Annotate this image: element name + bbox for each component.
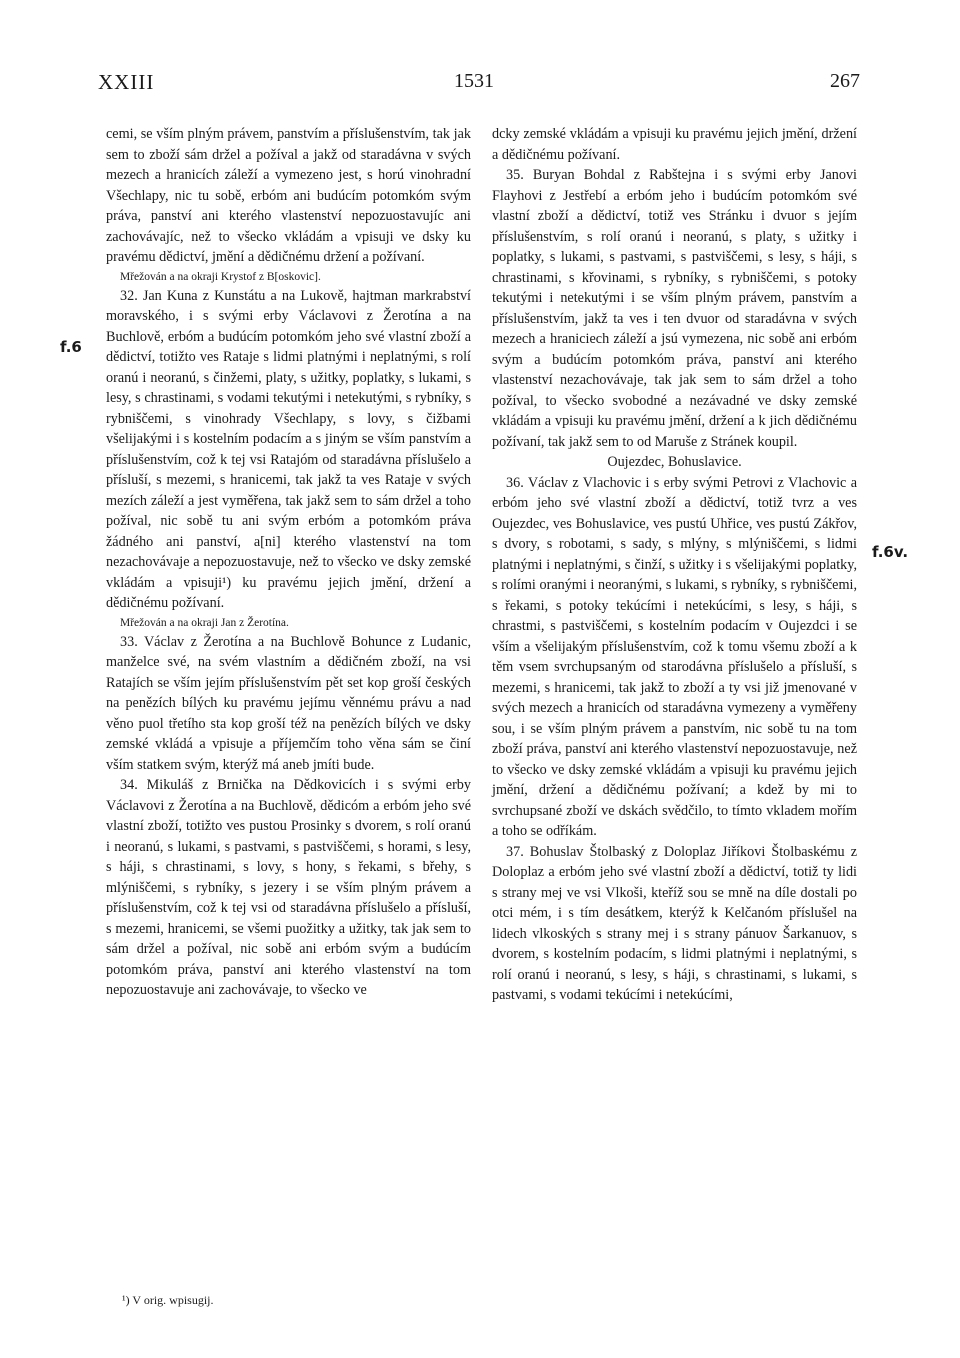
entry-note: Mřežován a na okraji Jan z Žerotína. <box>120 616 289 629</box>
entry-note: Mřežován a na okraji Krystof z B[oskovic]. <box>120 270 321 283</box>
year: 1531 <box>454 70 494 92</box>
entry-continuation: dcky zemské vkládám a vpisuji ku pravému jejich jmění, držení a dědičnému požívaní. <box>492 126 857 163</box>
entry-32: 32. Jan Kuna z Kunstátu a na Lukově, hajtman markrabství moravského, i s svými erby Václavovi z Žerotína a na Buchlově, erbóm a budúcím potomkóm jeho své vlastní zboží a dědictví, totižto ves Rataje s lidmi platnými i neplatnými, s rolí oranú i neoranú, s činžemi, platy, s užitky, poplatky, s lukami, s lesy, s chrastinami, s vodami tekutými i netekutými, s rybníky, s rybniščemi, s vinohrady Všechlapy, s lovy, s čižbami všelijakými i s kostelním podacím a s jiným se vším panstvím a příslušenstvím, což k tej vsi Ratajóm od staradávna příslušelo a přísluší, s mezemi, s hranicemi, tak jakž ta ves Rataje v svých mezích záleží a jest vyměřena, tak jakž sem to sám držel a toho požíval, nic sobě tu ani svým erbóm a potomkóm práva žádného ani panství, a[ni] kterého vlastenství na tom nezachovávaje a nepozuostavuje, než to všecko ve dsky zemské vkládám a vpisuji¹) ku pravému jejich jmění, držení a dědičnému požívaní. <box>106 287 471 611</box>
entry-36: 36. Václav z Vlachovic i s erby svými Petrovi z Vlachovic a erbóm jeho své vlastní zboží a dědictví, totiž tvrz a ves Oujezdec, ves Bohuslavice, ves pustú Uhřice, ves pustú Zákřov, s dvory, s robotami, s sady, s mlýny, s mlýniščemi, s lidmi platnými i neplatnými, s činží, s užitky i s všelijakými poplatky, s rolími oranými i neoranými, s lukami, s rybníky, s rybniščemi, s řekami, s potoky tekúcími i netekúcími, s lesy, s háji, s chrastmi, s pastviščemi, s kostelním podacím v Oujezdci i se vším a všelijakým příslušenstvím, což k tomu všemu zboží a k těm vsem svrchupsaným od starodávna příslušelo a přísluší, s mezemi, s hranicemi, tak jakž to zboží a ty vsi již jmenované v svých mezech a hranicích od staradávna vymezeny a vyměřeny sou, i se vším plným právem a panstvím, nic sobě tu na tom zboží práva, panství ani kterého vlastenství nepozuostavuje, než to všecko ve dsky zemské vkládám a vpisuji ku pravému jejich jmění, držení a dědičnému požívaní; a kdež by mi to svrchupsané zboží ve dskách svědčilo, to tímto vkladem mořím a toho se odříkám. <box>492 474 857 839</box>
margin-folio-left: f.6 <box>60 338 82 356</box>
page-header <box>98 70 860 100</box>
entry-continuation: cemi, se vším plným právem, panstvím a příslušenstvím, tak jak sem to zboží sám držel a požíval a jakž od staradávna v svých mezech a hranicích záleží a vymezeno jest, s horú vinohradní Všechlapy, nic tu sobě, erbóm ani budúcím potomkóm svým práva, panství ani kterého vlastenství nepozuostavujíc ani zachovávajíc, než to všecko vkládám a vpisuji ve dsky ku pravému dědictví, jmění a dědičnému držení a požívaní. <box>106 126 471 265</box>
left-column <box>106 124 471 1001</box>
volume-number: XXIII <box>98 70 155 94</box>
page-number: 267 <box>830 70 860 92</box>
entry-37: 37. Bohuslav Štolbaský z Doloplaz Jiříkovi Štolbaskému z Doloplaz a erbóm jeho své vlastní zboží a dědictví, totiž ty lidi s strany mej ve vsi Vlkoši, kteříž sou se mně na díle dostali po otci mém, i s tím desátkem, kterýž k Kelčanóm příslušel na lidech vlkoských s strany mej i s strany pánuov Šarkanuov, s dvorem, s kostelním podacím, s lidmi platnými i neplatnými, s rolí oranú i neoranú, s lesy, s háji, s chrastinami, s lukami, s pastvami, s vodami tekúcími i netekúcími, <box>492 843 857 1003</box>
entry-33: 33. Václav z Žerotína a na Buchlově Bohunce z Ludanic, manželce své, na svém vlastním a dědičném zboží, na vsi Ratajích se vším jejím příslušenstvím pět set kop groší českých na penězích bílých ku pravému jejímu věnnému právu a nad věno puol třetího sta kop groší též na penězích bílých ve dsky zemské vkládá a vpisuje a příjemčím toho věna sám se činí vším statkem svým, kterýž má aneb jmíti bude. <box>106 633 471 773</box>
entry-35: 35. Buryan Bohdal z Rabštejna i s svými erby Janovi Flayhovi z Jestřebí a erbóm jeho i budúcím potomkóm své vlastní zboží a dědictví, totiž ves Stránku i dvuor s jejím příslušenstvím, s rolí oranú i neoranú, s platy, s užitky i poplatky, s lukami, s pastvami, s pastviščemi, s lesy, s háji, s chrastinami, s křovinami, s rybníky, s rybniščemi, s potoky tekutými i netekutými i se vším plným právem, panstvím a příslušenstvím, jakž ta ves i ten dvuor od staradávna v svých mezech a hraniciech záleží a jsú vymezena, nic sobě ani erbóm svým a budúcím potomkóm práva, panství ani kterého vlastenství nezachovávaje, tak jak sem to sám držel a toho požíval, to všecko svobodné a nezávadné ve dsky zemské vkládám a vpisuji ku pravému jmění, držení a k jich dědičnému požívaní, tak jakž sem to od Maruše z Stránek koupil. <box>492 167 857 450</box>
right-column <box>492 124 857 1006</box>
footnote: ¹) V orig. wpisugij. <box>122 1293 214 1307</box>
margin-folio-right: f.6v. <box>872 543 909 561</box>
entry-34: 34. Mikuláš z Brnička na Dědkovicích i s svými erby Václavovi z Žerotína a na Buchlově, dědicóm a erbóm jeho své vlastní zboží, totižto ves pustou Prosinky s dvorem, s rolí oranú i neoranú, s lukami, s pastvami, s pastviščemi, s horami, s lesy, s háji, s chrastinami, s lovy, s hony, s řekami, s břehy, s mlýniščemi, s rybníky, s jezery i se vším plným právem a příslušenstvím, což k tej vsi od staradávna příslušelo a přísluší, s mezemi, hranicemi, se všemi puožitky a užitky, tak jak sem to sám držel a požíval, nic sobě ani erbóm svým a budúcím potomkóm práva, panství ani kterého vlastenství na tom nepozuostavuje ani zachovávaje, to všecko ve <box>106 777 471 998</box>
place-heading: Oujezdec, Bohuslavice. <box>607 454 742 470</box>
